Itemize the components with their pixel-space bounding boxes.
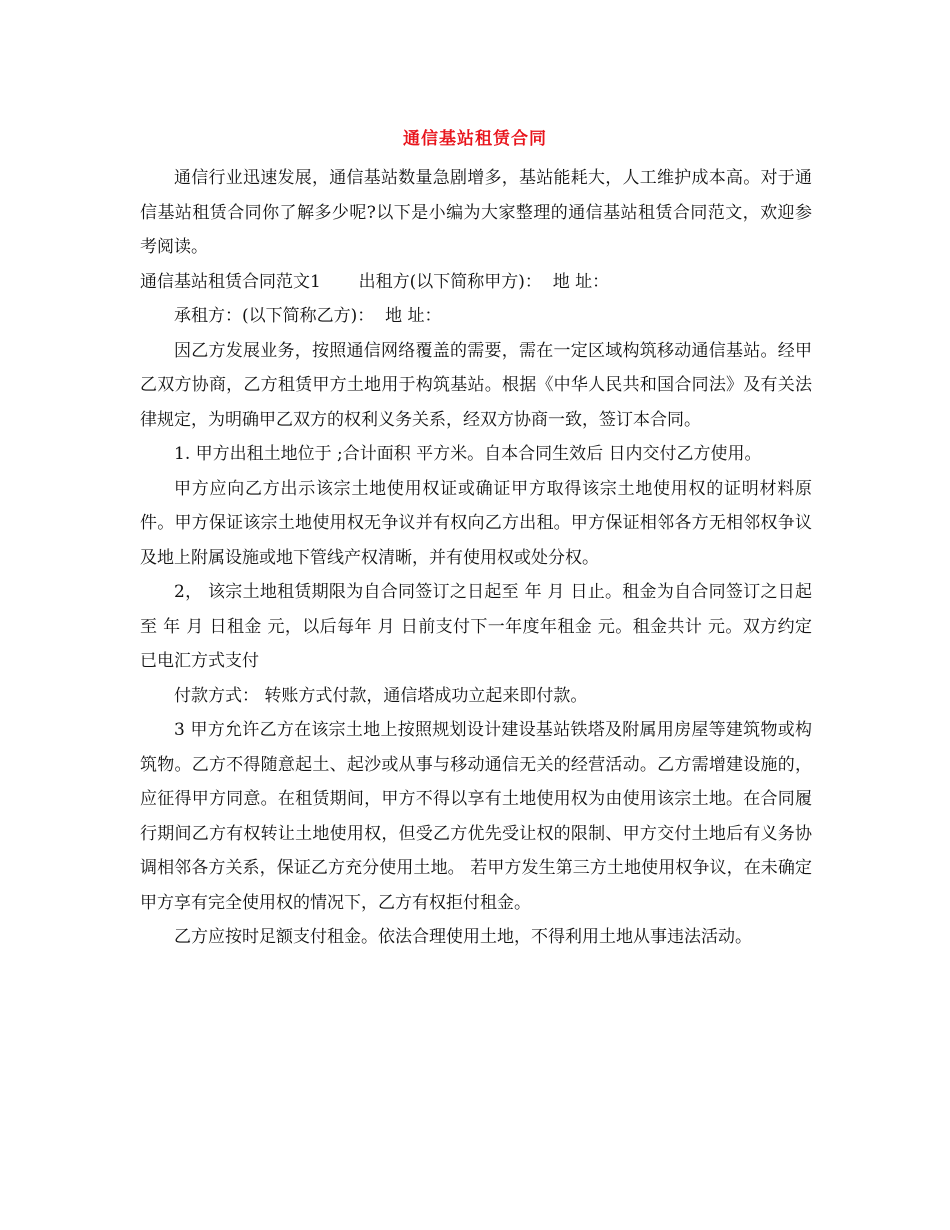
paragraph-purpose: 因乙方发展业务，按照通信网络覆盖的需要，需在一定区域构筑移动通信基站。经甲乙双方协商，乙方租赁甲方土地用于构筑基站。根据《中华人民共和国合同法》及有关法律规定，为明确甲乙双方的权利义务关系，经双方协商一致，签订本合同。: [140, 340, 812, 430]
paragraph-clause-2: 2， 该宗土地租赁期限为自合同签订之日起至 年 月 日止。租金为自合同签订之日起至 年 月 日租金 元，以后每年 月 日前支付下一年度年租金 元。租金共计 元。双方约定已电汇方式支付: [140, 582, 812, 671]
document-title: 通信基站租赁合同: [403, 129, 547, 149]
paragraph-lessee-obligation: 乙方应按时足额支付租金。依法合理使用土地，不得利用土地从事违法活动。: [174, 927, 752, 947]
paragraph-lessor-line: 通信基站租赁合同范文1 出租方(以下简称甲方)： 地 址：: [140, 271, 610, 292]
paragraph-clause-1: 1. 甲方出租土地位于 ;合计面积 平方米。自本合同生效后 日内交付乙方使用。: [174, 444, 762, 464]
paragraph-land-certificate: 甲方应向乙方出示该宗土地使用权证或确证甲方取得该宗土地使用权的证明材料原件。甲方保证该宗土地使用权无争议并有权向乙方出租。甲方保证相邻各方无相邻权争议及地上附属设施或地下管线产权清晰，并有使用权或处分权。: [140, 478, 812, 568]
paragraph-clause-3: 3 甲方允许乙方在该宗土地上按照规划设计建设基站铁塔及附属用房屋等建筑物或构筑物。乙方不得随意起土、起沙或从事与移动通信无关的经营活动。乙方需增建设施的，应征得甲方同意。在租赁期间，甲方不得以享有土地使用权为由使用该宗土地。在合同履行期间乙方有权转让土地使用权，但受乙方优先受让权的限制、甲方交付土地后有义务协调相邻各方关系，保证乙方充分使用土地。 若甲方发生第三方土地使用权争议，在未确定甲方享有完全使用权的情况下，乙方有权拒付租金。: [140, 720, 812, 913]
document-body: [140, 161, 812, 955]
paragraph-intro: 通信行业迅速发展，通信基站数量急剧增多，基站能耗大，人工维护成本高。对于通信基站租赁合同你了解多少呢?以下是小编为大家整理的通信基站租赁合同范文，欢迎参考阅读。: [140, 168, 812, 257]
paragraph-lessee-line: 承租方：(以下简称乙方)： 地 址：: [174, 306, 442, 326]
paragraph-payment-method: 付款方式： 转账方式付款，通信塔成功立起来即付款。: [174, 685, 588, 706]
